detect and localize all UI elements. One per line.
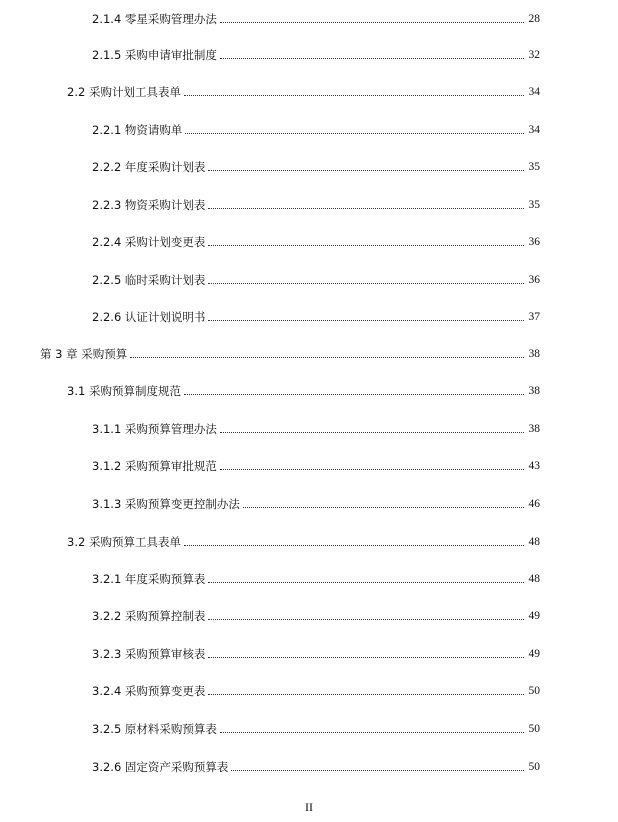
toc-dot-leader [231, 769, 524, 771]
toc-entry-page: 37 [528, 311, 540, 323]
toc-entry-3-1-3[interactable] [92, 493, 540, 511]
toc-entry-2-1-4[interactable] [92, 8, 540, 26]
toc-entry-2-2-2[interactable] [92, 156, 540, 174]
toc-entry-page: 35 [528, 161, 540, 173]
toc-dot-leader [220, 21, 524, 23]
page-number: II [305, 800, 313, 814]
toc-entry-2-2[interactable] [67, 81, 540, 99]
toc-entry-3-1[interactable] [67, 380, 540, 398]
toc-dot-leader [208, 319, 524, 321]
toc-entry-2-2-1[interactable] [92, 119, 540, 137]
toc-dot-leader [208, 244, 524, 246]
toc-entry-3-2-2[interactable] [92, 605, 540, 623]
toc-entry-page: 43 [528, 460, 540, 472]
toc-entry-page: 38 [528, 348, 540, 360]
toc-entry-label: 3.1.1 采购预算管理办法 [92, 422, 217, 436]
toc-entry-page: 49 [528, 610, 540, 622]
toc-entry-page: 46 [528, 498, 540, 510]
toc-dot-leader [185, 132, 524, 134]
toc-entry-page: 28 [528, 13, 540, 25]
toc-dot-leader [184, 544, 524, 546]
toc-entry-label: 3.2.6 固定资产采购预算表 [92, 760, 229, 774]
toc-entry-2-1-5[interactable] [92, 44, 540, 62]
toc-entry-label: 3.2.3 采购预算审核表 [92, 647, 206, 661]
toc-entry-3-2-5[interactable] [92, 718, 540, 736]
toc-dot-leader [184, 94, 524, 96]
toc-entry-3-2-3[interactable] [92, 643, 540, 661]
toc-entry-label: 3.1.2 采购预算审批规范 [92, 459, 217, 473]
toc-dot-leader [208, 581, 524, 583]
toc-dot-leader [220, 431, 524, 433]
toc-dot-leader [208, 656, 524, 658]
toc-entry-page: 50 [528, 723, 540, 735]
toc-entry-label: 2.1.5 采购申请审批制度 [92, 48, 217, 62]
toc-entry-label: 2.2.1 物资请购单 [92, 123, 183, 137]
toc-entry-3-2[interactable] [67, 531, 540, 549]
toc-entry-page: 50 [528, 761, 540, 773]
toc-entry-page: 48 [528, 573, 540, 585]
toc-entry-label: 2.2.6 认证计划说明书 [92, 310, 206, 324]
toc-entry-3-1-2[interactable] [92, 455, 540, 473]
toc-dot-leader [208, 282, 524, 284]
toc-entry-label: 2.2 采购计划工具表单 [67, 85, 181, 99]
toc-entry-label: 第 3 章 采购预算 [40, 347, 128, 361]
toc-entry-label: 3.2.2 采购预算控制表 [92, 609, 206, 623]
toc-dot-leader [184, 393, 524, 395]
toc-dot-leader [208, 693, 524, 695]
toc-entry-label: 3.2.5 原材料采购预算表 [92, 722, 217, 736]
toc-entry-label: 2.2.3 物资采购计划表 [92, 198, 206, 212]
toc-entry-page: 38 [528, 423, 540, 435]
toc-entry-label: 3.2.1 年度采购预算表 [92, 572, 206, 586]
toc-entry-page: 38 [528, 385, 540, 397]
toc-entry-page: 32 [528, 49, 540, 61]
toc-entry-page: 36 [528, 274, 540, 286]
toc-entry-3-2-1[interactable] [92, 568, 540, 586]
toc-entry-label: 3.2.4 采购预算变更表 [92, 684, 206, 698]
toc-entry-2-2-5[interactable] [92, 269, 540, 287]
toc-entry-page: 35 [528, 199, 540, 211]
toc-dot-leader [220, 468, 524, 470]
toc-entry-3-2-4[interactable] [92, 680, 540, 698]
toc-entry-2-2-3[interactable] [92, 194, 540, 212]
toc-entry-2-2-4[interactable] [92, 231, 540, 249]
toc-entry-page: 34 [528, 124, 540, 136]
toc-entry-3-2-6[interactable] [92, 756, 540, 774]
toc-entry-page: 50 [528, 685, 540, 697]
toc-entry-page: 48 [528, 536, 540, 548]
toc-entry-label: 2.2.2 年度采购计划表 [92, 160, 206, 174]
toc-entry-label: 3.1 采购预算制度规范 [67, 384, 181, 398]
toc-entry-page: 49 [528, 648, 540, 660]
toc-entry-page: 36 [528, 236, 540, 248]
toc-entry-label: 3.1.3 采购预算变更控制办法 [92, 497, 240, 511]
toc-dot-leader [130, 356, 524, 358]
toc-dot-leader [208, 169, 524, 171]
toc-entry-chapter-3[interactable] [40, 343, 540, 361]
toc-entry-label: 2.2.4 采购计划变更表 [92, 235, 206, 249]
toc-dot-leader [220, 57, 524, 59]
toc-entry-2-2-6[interactable] [92, 306, 540, 324]
toc-entry-page: 34 [528, 86, 540, 98]
toc-entry-label: 2.2.5 临时采购计划表 [92, 273, 206, 287]
toc-dot-leader [208, 618, 524, 620]
toc-entry-label: 3.2 采购预算工具表单 [67, 535, 181, 549]
toc-entry-label: 2.1.4 零星采购管理办法 [92, 12, 217, 26]
toc-dot-leader [243, 506, 524, 508]
toc-entry-3-1-1[interactable] [92, 418, 540, 436]
toc-dot-leader [208, 207, 524, 209]
toc-dot-leader [220, 731, 524, 733]
